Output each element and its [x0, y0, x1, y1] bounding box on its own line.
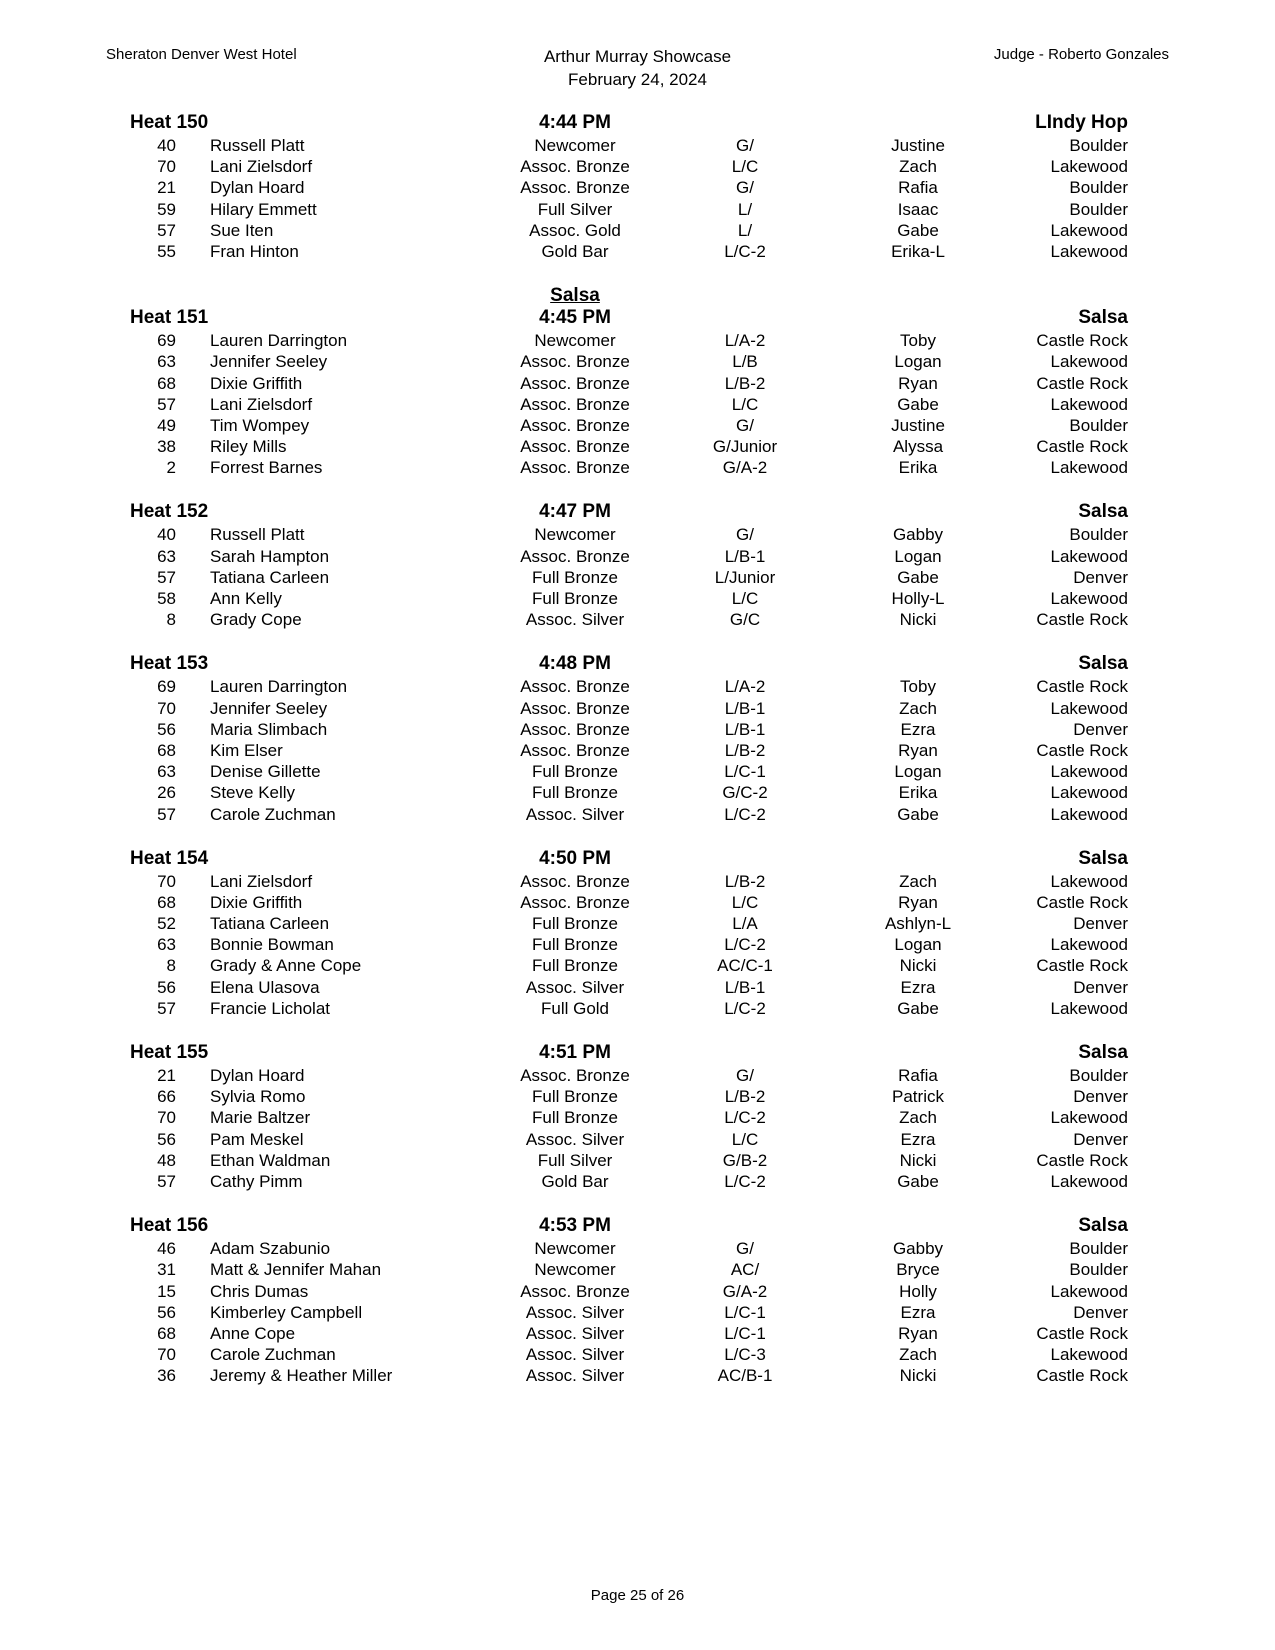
entry-row: 56 Maria Slimbach Assoc. Bronze L/B-1 Ezra Denver	[0, 719, 1275, 740]
entry-row: 58 Ann Kelly Full Bronze L/C Holly-L Lakewood	[0, 588, 1275, 609]
heat-dance: Salsa	[1078, 653, 1128, 675]
entry-number: 57	[157, 567, 176, 587]
studio: Lakewood	[1050, 935, 1128, 955]
studio: Lakewood	[1050, 352, 1128, 372]
entry-row: 59 Hilary Emmett Full Silver L/ Isaac Boulder	[0, 199, 1275, 220]
entry-row: 31 Matt & Jennifer Mahan Newcomer AC/ Bryce Boulder	[0, 1259, 1275, 1280]
entry-number: 63	[157, 546, 176, 566]
dancer-name: Dylan Hoard	[210, 178, 305, 198]
entry-row: 38 Riley Mills Assoc. Bronze G/Junior Alyssa Castle Rock	[0, 436, 1275, 457]
entry-row: 69 Lauren Darrington Assoc. Bronze L/A-2 Toby Castle Rock	[0, 676, 1275, 697]
dancer-name: Dixie Griffith	[210, 373, 303, 393]
heat-dance: Salsa	[1078, 307, 1128, 329]
dancer-name: Ann Kelly	[210, 589, 282, 608]
heat-number: Heat 156	[130, 1215, 209, 1237]
entry-row: 57 Sue Iten Assoc. Gold L/ Gabe Lakewood	[0, 220, 1275, 241]
studio: Lakewood	[1050, 698, 1128, 718]
dancer-name: Tatiana Carleen	[210, 567, 330, 587]
heat-block	[0, 653, 1275, 824]
studio: Denver	[1073, 1302, 1128, 1322]
entry-number: 57	[157, 394, 176, 414]
heat-block	[0, 848, 1275, 1019]
entry-number: 66	[157, 1087, 176, 1107]
entry-row: 69 Lauren Darrington Newcomer L/A-2 Toby Castle Rock	[0, 330, 1275, 351]
event-title: Arthur Murray Showcase	[543, 47, 732, 66]
dancer-name: Lani Zielsdorf	[210, 871, 313, 891]
entry-row: 56 Elena Ulasova Assoc. Silver L/B-1 Ezra Denver	[0, 977, 1275, 998]
entry-row: 15 Chris Dumas Assoc. Bronze G/A-2 Holly Lakewood	[0, 1281, 1275, 1302]
dancer-name: Maria Slimbach	[210, 719, 328, 739]
dancer-name: Lani Zielsdorf	[210, 394, 313, 414]
studio: Boulder	[1069, 178, 1128, 198]
entry-number: 49	[157, 415, 176, 435]
studio: Castle Rock	[1036, 331, 1128, 351]
entry-row: 56 Pam Meskel Assoc. Silver L/C Ezra Denver	[0, 1129, 1275, 1150]
studio: Lakewood	[1050, 1171, 1128, 1191]
entry-number: 70	[157, 698, 176, 718]
entry-number: 31	[157, 1260, 176, 1280]
entry-number: 15	[157, 1281, 176, 1301]
dancer-name: Sue Iten	[210, 220, 274, 240]
entry-number: 57	[157, 1171, 176, 1191]
entry-number: 70	[157, 871, 176, 891]
entry-number: 57	[157, 220, 176, 240]
studio: Lakewood	[1050, 871, 1128, 891]
dancer-name: Francie Licholat	[210, 998, 331, 1018]
entry-number: 68	[157, 373, 176, 393]
dancer-name: Dylan Hoard	[210, 1066, 305, 1085]
studio: Castle Rock	[1036, 956, 1128, 976]
entry-number: 57	[157, 804, 176, 824]
entry-row: 70 Marie Baltzer Full Bronze L/C-2 Zach Lakewood	[0, 1107, 1275, 1128]
dancer-name: Cathy Pimm	[210, 1171, 303, 1191]
studio: Denver	[1073, 1087, 1128, 1107]
entry-number: 2	[166, 458, 176, 478]
venue-name: Sheraton Denver West Hotel	[106, 46, 297, 63]
entry-row: 57 Cathy Pimm Gold Bar L/C-2 Gabe Lakewood	[0, 1171, 1275, 1192]
entry-row: 40 Russell Platt Newcomer G/ Justine Boulder	[0, 135, 1275, 156]
heat-header: Heat 154 4:50 PM Salsa	[130, 847, 1128, 869]
studio: Boulder	[1069, 1239, 1128, 1259]
dancer-name: Anne Cope	[210, 1323, 296, 1343]
dancer-name: Sylvia Romo	[210, 1087, 306, 1107]
entry-row: 57 Francie Licholat Full Gold L/C-2 Gabe Lakewood	[0, 998, 1275, 1019]
entry-row: 48 Ethan Waldman Full Silver G/B-2 Nicki Castle Rock	[0, 1150, 1275, 1171]
dancer-name: Adam Szabunio	[210, 1239, 331, 1259]
heat-header: Heat 155 4:51 PM Salsa	[130, 1042, 1128, 1063]
entry-row: 8 Grady Cope Assoc. Silver G/C Nicki Castle Rock	[0, 609, 1275, 630]
entry-number: 21	[157, 1066, 176, 1085]
dancer-name: Kim Elser	[210, 740, 283, 760]
entry-row: 68 Dixie Griffith Assoc. Bronze L/B-2 Ryan Castle Rock	[0, 373, 1275, 394]
entry-number: 59	[157, 199, 176, 219]
heat-block	[0, 285, 1275, 478]
entry-row: 36 Jeremy & Heather Miller Assoc. Silver AC/B-1 Nicki Castle Rock	[0, 1365, 1275, 1386]
heat-number: Heat 155	[130, 1042, 209, 1063]
studio: Boulder	[1069, 136, 1128, 155]
entry-row: 70 Lani Zielsdorf Assoc. Bronze L/C Zach Lakewood	[0, 156, 1275, 177]
heat-header: Heat 152 4:47 PM Salsa	[130, 501, 1128, 523]
entry-row: 49 Tim Wompey Assoc. Bronze G/ Justine Boulder	[0, 415, 1275, 436]
dancer-name: Fran Hinton	[210, 241, 299, 261]
heat-header: Heat 156 4:53 PM Salsa	[130, 1215, 1128, 1237]
entry-row: 57 Lani Zielsdorf Assoc. Bronze L/C Gabe Lakewood	[0, 394, 1275, 415]
entry-number: 56	[157, 977, 176, 997]
studio: Castle Rock	[1036, 373, 1128, 393]
heat-number: Heat 154	[130, 847, 209, 869]
studio: Lakewood	[1050, 589, 1128, 608]
studio: Lakewood	[1050, 157, 1128, 177]
studio: Boulder	[1069, 415, 1128, 435]
dancer-name: Russell Platt	[210, 136, 305, 155]
entry-row: 70 Carole Zuchman Assoc. Silver L/C-3 Zach Lakewood	[0, 1344, 1275, 1365]
dancer-name: Steve Kelly	[210, 783, 296, 803]
dancer-name: Jennifer Seeley	[210, 352, 328, 372]
entry-row: 66 Sylvia Romo Full Bronze L/B-2 Patrick Denver	[0, 1086, 1275, 1107]
dancer-name: Kimberley Campbell	[210, 1302, 363, 1322]
entry-number: 8	[166, 956, 176, 976]
entry-number: 68	[157, 1323, 176, 1343]
studio: Castle Rock	[1036, 1150, 1128, 1170]
entry-row: 63 Sarah Hampton Assoc. Bronze L/B-1 Logan Lakewood	[0, 546, 1275, 567]
studio: Lakewood	[1050, 998, 1128, 1018]
studio: Castle Rock	[1036, 1366, 1128, 1386]
entry-row: 63 Bonnie Bowman Full Bronze L/C-2 Logan Lakewood	[0, 934, 1275, 955]
entry-number: 58	[157, 589, 176, 608]
heat-number: Heat 151	[130, 307, 209, 329]
dancer-name: Hilary Emmett	[210, 199, 317, 219]
dancer-name: Forrest Barnes	[210, 458, 323, 478]
entry-row: 70 Lani Zielsdorf Assoc. Bronze L/B-2 Zach Lakewood	[0, 871, 1275, 892]
dancer-name: Pam Meskel	[210, 1129, 304, 1149]
studio: Boulder	[1069, 525, 1128, 545]
entry-number: 40	[157, 136, 176, 155]
studio: Lakewood	[1050, 783, 1128, 803]
studio: Lakewood	[1050, 1281, 1128, 1301]
studio: Denver	[1073, 914, 1128, 934]
entry-number: 55	[157, 241, 176, 261]
event-date: February 24, 2024	[568, 70, 707, 89]
dancer-name: Grady Cope	[210, 610, 302, 630]
entry-row: 56 Kimberley Campbell Assoc. Silver L/C-1 Ezra Denver	[0, 1302, 1275, 1323]
heat-block	[0, 501, 1275, 630]
entry-row: 68 Anne Cope Assoc. Silver L/C-1 Ryan Castle Rock	[0, 1323, 1275, 1344]
studio: Lakewood	[1050, 762, 1128, 782]
entry-row: 52 Tatiana Carleen Full Bronze L/A Ashlyn-L Denver	[0, 913, 1275, 934]
entry-row: 40 Russell Platt Newcomer G/ Gabby Boulder	[0, 524, 1275, 545]
entry-number: 70	[157, 1108, 176, 1128]
entry-number: 68	[157, 892, 176, 912]
entry-number: 57	[157, 998, 176, 1018]
entry-number: 69	[157, 677, 176, 697]
entry-number: 70	[157, 1345, 176, 1365]
dancer-name: Elena Ulasova	[210, 977, 320, 997]
studio: Lakewood	[1050, 458, 1128, 478]
dancer-name: Matt & Jennifer Mahan	[210, 1260, 382, 1280]
studio: Castle Rock	[1036, 740, 1128, 760]
entry-row: 70 Jennifer Seeley Assoc. Bronze L/B-1 Zach Lakewood	[0, 698, 1275, 719]
studio: Boulder	[1069, 1260, 1128, 1280]
dancer-name: Jeremy & Heather Miller	[210, 1366, 393, 1386]
page-number: Page 25 of 26	[590, 1587, 685, 1604]
studio: Lakewood	[1050, 241, 1128, 261]
heat-number: Heat 150	[130, 112, 209, 133]
entry-number: 56	[157, 1129, 176, 1149]
studio: Lakewood	[1050, 804, 1128, 824]
entry-number: 38	[157, 437, 176, 457]
dancer-name: Jennifer Seeley	[210, 698, 328, 718]
dancer-name: Lani Zielsdorf	[210, 157, 313, 177]
dancer-name: Marie Baltzer	[210, 1108, 311, 1128]
studio: Castle Rock	[1036, 1323, 1128, 1343]
dancer-name: Ethan Waldman	[210, 1150, 331, 1170]
entry-row: 63 Denise Gillette Full Bronze L/C-1 Logan Lakewood	[0, 761, 1275, 782]
dancer-name: Bonnie Bowman	[210, 935, 334, 955]
entry-number: 52	[157, 914, 176, 934]
section-title: Salsa	[550, 285, 600, 307]
heat-dance: Salsa	[1078, 501, 1128, 523]
entry-row: 21 Dylan Hoard Assoc. Bronze G/ Rafia Boulder	[0, 1065, 1275, 1086]
studio: Lakewood	[1050, 220, 1128, 240]
dancer-name: Russell Platt	[210, 525, 305, 545]
dancer-name: Lauren Darrington	[210, 677, 348, 697]
studio: Lakewood	[1050, 546, 1128, 566]
dancer-name: Chris Dumas	[210, 1281, 309, 1301]
heat-number: Heat 153	[130, 653, 209, 675]
entry-number: 21	[157, 178, 176, 198]
entry-number: 56	[157, 1302, 176, 1322]
dancer-name: Riley Mills	[210, 437, 287, 457]
entry-number: 63	[157, 762, 176, 782]
heat-block	[0, 1215, 1275, 1386]
heat-block	[0, 1042, 1275, 1192]
entry-number: 68	[157, 740, 176, 760]
dancer-name: Sarah Hampton	[210, 546, 330, 566]
studio: Castle Rock	[1036, 437, 1128, 457]
entry-number: 56	[157, 719, 176, 739]
studio: Lakewood	[1050, 1345, 1128, 1365]
studio: Denver	[1073, 567, 1128, 587]
heat-dance: Salsa	[1078, 847, 1128, 869]
dancer-name: Tatiana Carleen	[210, 914, 330, 934]
dancer-name: Dixie Griffith	[210, 892, 303, 912]
dancer-name: Lauren Darrington	[210, 331, 348, 351]
entry-row: 57 Tatiana Carleen Full Bronze L/Junior Gabe Denver	[0, 567, 1275, 588]
entry-number: 46	[157, 1239, 176, 1259]
studio: Boulder	[1069, 199, 1128, 219]
entry-row: 57 Carole Zuchman Assoc. Silver L/C-2 Gabe Lakewood	[0, 804, 1275, 825]
heat-number: Heat 152	[130, 501, 209, 523]
heat-dance: Salsa	[1078, 1042, 1128, 1063]
studio: Denver	[1073, 977, 1128, 997]
entry-row: 2 Forrest Barnes Assoc. Bronze G/A-2 Erika Lakewood	[0, 457, 1275, 478]
dancer-name: Tim Wompey	[210, 415, 310, 435]
entry-row: 63 Jennifer Seeley Assoc. Bronze L/B Logan Lakewood	[0, 351, 1275, 372]
entry-number: 36	[157, 1366, 176, 1386]
judge-name: Judge - Roberto Gonzales	[993, 46, 1169, 63]
dancer-name: Carole Zuchman	[210, 1345, 336, 1365]
heat-header: Heat 151 4:45 PM Salsa	[130, 307, 1128, 329]
entry-row: 55 Fran Hinton Gold Bar L/C-2 Erika-L Lakewood	[0, 241, 1275, 262]
heat-dance: LIndy Hop	[1035, 112, 1128, 133]
heat-schedule	[0, 112, 1275, 1409]
entry-number: 8	[166, 610, 176, 630]
studio: Castle Rock	[1036, 892, 1128, 912]
entry-number: 70	[157, 157, 176, 177]
entry-row: 68 Dixie Griffith Assoc. Bronze L/C Ryan Castle Rock	[0, 892, 1275, 913]
dancer-name: Carole Zuchman	[210, 804, 336, 824]
studio: Castle Rock	[1036, 610, 1128, 630]
dancer-name: Grady & Anne Cope	[210, 956, 362, 976]
entry-number: 63	[157, 935, 176, 955]
studio: Lakewood	[1050, 394, 1128, 414]
studio: Boulder	[1069, 1066, 1128, 1085]
entry-row: 46 Adam Szabunio Newcomer G/ Gabby Boulder	[0, 1238, 1275, 1259]
entry-number: 69	[157, 331, 176, 351]
heat-header: Heat 150 4:44 PM LIndy Hop	[130, 112, 1128, 133]
entry-row: 8 Grady & Anne Cope Full Bronze AC/C-1 Nicki Castle Rock	[0, 955, 1275, 976]
dancer-name: Denise Gillette	[210, 762, 321, 782]
studio: Denver	[1073, 719, 1128, 739]
heat-block	[0, 112, 1275, 262]
entry-number: 63	[157, 352, 176, 372]
heat-header: Heat 153 4:48 PM Salsa	[130, 653, 1128, 675]
studio: Castle Rock	[1036, 677, 1128, 697]
entry-number: 40	[157, 525, 176, 545]
entry-number: 48	[157, 1150, 176, 1170]
entry-number: 26	[157, 783, 176, 803]
heat-dance: Salsa	[1078, 1215, 1128, 1237]
studio: Lakewood	[1050, 1108, 1128, 1128]
studio: Denver	[1073, 1129, 1128, 1149]
entry-row: 26 Steve Kelly Full Bronze G/C-2 Erika Lakewood	[0, 782, 1275, 803]
entry-row: 21 Dylan Hoard Assoc. Bronze G/ Rafia Boulder	[0, 177, 1275, 198]
entry-row: 68 Kim Elser Assoc. Bronze L/B-2 Ryan Castle Rock	[0, 740, 1275, 761]
